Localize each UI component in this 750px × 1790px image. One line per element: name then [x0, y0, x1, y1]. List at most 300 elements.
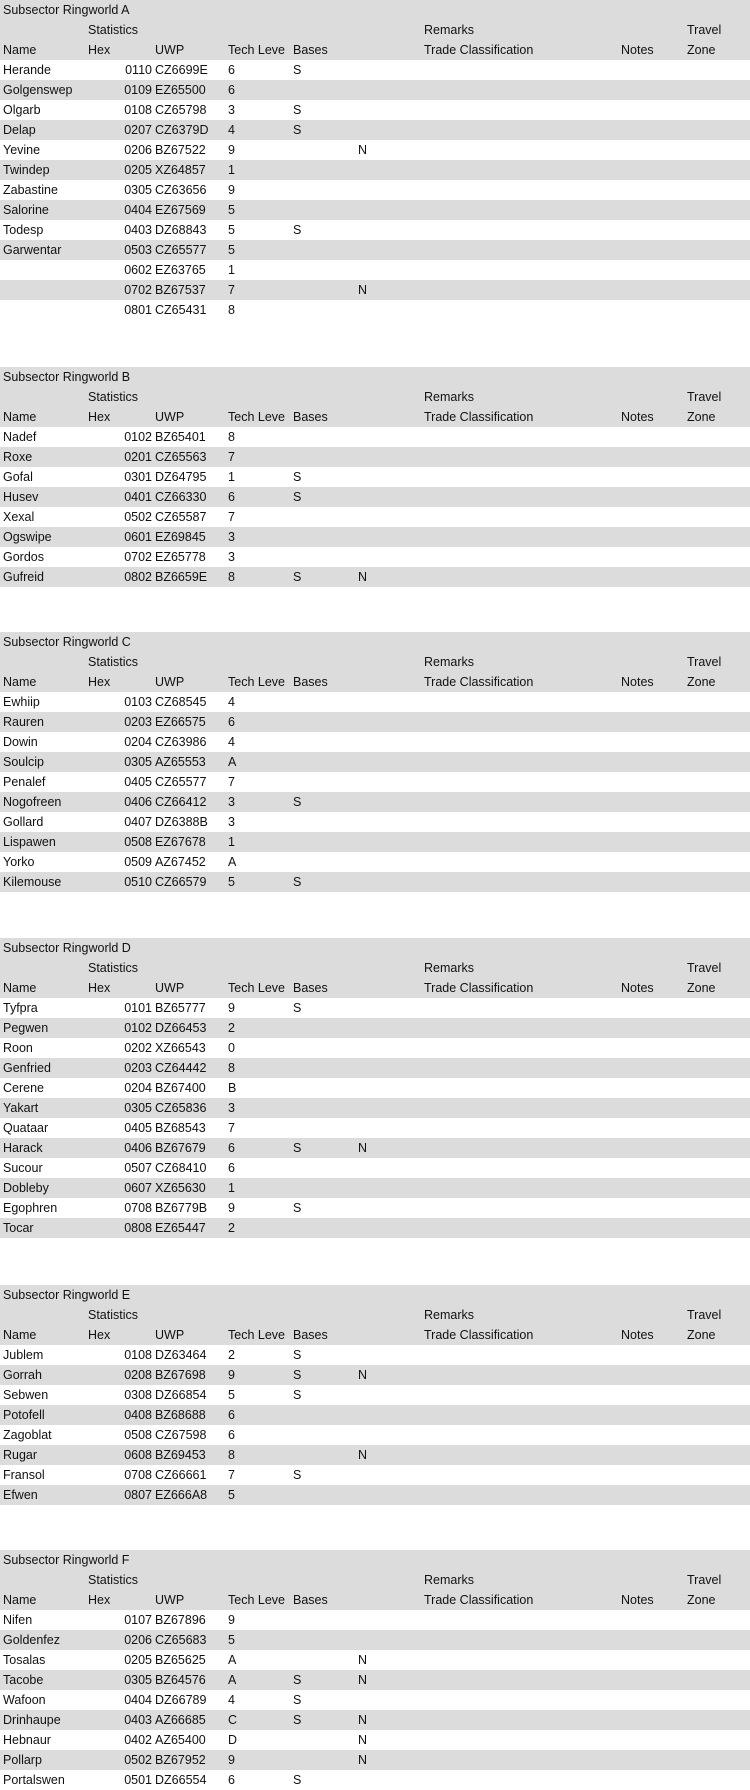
world-naval-base: N — [358, 1673, 368, 1687]
header-row-columns — [0, 1325, 750, 1345]
table-row — [0, 140, 750, 160]
world-tech-level: A — [228, 855, 237, 869]
table-row — [0, 1465, 750, 1485]
table-row — [0, 1610, 750, 1630]
world-name: Goldenfez — [3, 1633, 60, 1647]
world-hex: 0708 — [124, 1201, 152, 1215]
table-row — [0, 200, 750, 220]
world-tech-level: 3 — [228, 530, 235, 544]
world-uwp: BZ67896 — [155, 1613, 206, 1627]
world-name: Dobleby — [3, 1181, 49, 1195]
world-uwp: CZ66661 — [155, 1468, 207, 1482]
world-uwp: AZ67452 — [155, 855, 206, 869]
world-hex: 0403 — [124, 1713, 152, 1727]
world-uwp: BZ67400 — [155, 1081, 206, 1095]
world-tech-level: 4 — [228, 695, 235, 709]
table-row — [0, 1710, 750, 1730]
subsector-title-row — [0, 367, 750, 387]
world-uwp: AZ65553 — [155, 755, 206, 769]
statistics-header: Statistics — [88, 1308, 139, 1322]
world-tech-level: 5 — [228, 203, 235, 217]
world-hex: 0108 — [124, 103, 152, 117]
world-name: Roxe — [3, 450, 33, 464]
world-uwp: BZ68543 — [155, 1121, 206, 1135]
world-hex: 0808 — [124, 1221, 152, 1235]
subsector-title: Subsector Ringworld B — [3, 370, 131, 384]
table-row — [0, 732, 750, 752]
world-tech-level: 7 — [228, 510, 235, 524]
name-header: Name — [3, 675, 37, 689]
world-uwp: EZ67569 — [155, 203, 206, 217]
subsector-table-d — [0, 938, 750, 1238]
world-uwp: CZ66330 — [155, 490, 207, 504]
world-name: Husev — [3, 490, 39, 504]
world-tech-level: 4 — [228, 123, 235, 137]
world-name: Nadef — [3, 430, 37, 444]
world-tech-level: 2 — [228, 1021, 235, 1035]
world-tech-level: 6 — [228, 1408, 235, 1422]
table-row — [0, 1385, 750, 1405]
world-bases: S — [293, 1201, 302, 1215]
remarks-header: Remarks — [424, 961, 475, 975]
table-row — [0, 1158, 750, 1178]
header-row-top — [0, 1570, 750, 1590]
statistics-header: Statistics — [88, 23, 139, 37]
uwp-header: UWP — [155, 1328, 185, 1342]
remarks-header: Remarks — [424, 1308, 475, 1322]
subsector-title: Subsector Ringworld C — [3, 635, 131, 649]
world-hex: 0608 — [124, 1448, 152, 1462]
table-row — [0, 1218, 750, 1238]
tech-level-header: Tech Leve — [228, 410, 285, 424]
hex-header: Hex — [88, 981, 111, 995]
remarks-header: Remarks — [424, 655, 475, 669]
world-name: Wafoon — [3, 1693, 46, 1707]
world-name: Delap — [3, 123, 36, 137]
bases-header: Bases — [293, 410, 328, 424]
world-bases: S — [293, 223, 302, 237]
world-name: Yevine — [3, 143, 41, 157]
table-row — [0, 1730, 750, 1750]
header-row-top — [0, 387, 750, 407]
table-row — [0, 180, 750, 200]
world-hex: 0202 — [124, 1041, 152, 1055]
world-uwp: DZ64795 — [155, 470, 207, 484]
world-name: Nogofreen — [3, 795, 62, 809]
world-tech-level: A — [228, 755, 237, 769]
world-name: Rauren — [3, 715, 44, 729]
name-header: Name — [3, 981, 37, 995]
world-uwp: EZ65500 — [155, 83, 206, 97]
subsector-title-row — [0, 0, 750, 20]
hex-header: Hex — [88, 1328, 111, 1342]
world-tech-level: 2 — [228, 1348, 235, 1362]
uwp-header: UWP — [155, 675, 185, 689]
world-tech-level: D — [228, 1733, 238, 1747]
world-name: Nifen — [3, 1613, 33, 1627]
world-bases: S — [293, 1388, 302, 1402]
subsector-title: Subsector Ringworld D — [3, 941, 131, 955]
table-row — [0, 280, 750, 300]
world-hex: 0203 — [124, 1061, 152, 1075]
world-hex: 0207 — [124, 123, 152, 137]
world-name: Dowin — [3, 735, 38, 749]
statistics-header: Statistics — [88, 390, 139, 404]
table-row — [0, 712, 750, 732]
world-tech-level: 4 — [228, 735, 235, 749]
subsector-table-b — [0, 367, 750, 587]
table-row — [0, 547, 750, 567]
world-tech-level: 7 — [228, 1468, 235, 1482]
world-uwp: AZ66685 — [155, 1713, 206, 1727]
world-name: Salorine — [3, 203, 49, 217]
world-tech-level: B — [228, 1081, 237, 1095]
world-bases: S — [293, 1468, 302, 1482]
world-name: Todesp — [3, 223, 44, 237]
header-row-columns — [0, 672, 750, 692]
world-name: Drinhaupe — [3, 1713, 61, 1727]
world-name: Egophren — [3, 1201, 58, 1215]
remarks-header: Remarks — [424, 1573, 475, 1587]
world-name: Lispawen — [3, 835, 56, 849]
world-tech-level: 0 — [228, 1041, 235, 1055]
table-row — [0, 1038, 750, 1058]
world-uwp: DZ6388B — [155, 815, 208, 829]
world-uwp: EZ65778 — [155, 550, 206, 564]
world-hex: 0502 — [124, 510, 152, 524]
world-hex: 0602 — [124, 263, 152, 277]
world-uwp: AZ65400 — [155, 1733, 206, 1747]
world-uwp: BZ65401 — [155, 430, 206, 444]
bases-header: Bases — [293, 981, 328, 995]
table-row — [0, 487, 750, 507]
zone-header: Zone — [687, 410, 716, 424]
uwp-header: UWP — [155, 43, 185, 57]
trade-classification-header: Trade Classification — [424, 410, 534, 424]
world-hex: 0508 — [124, 1428, 152, 1442]
world-tech-level: 1 — [228, 163, 235, 177]
world-uwp: CZ65577 — [155, 243, 207, 257]
world-tech-level: 9 — [228, 183, 235, 197]
world-hex: 0208 — [124, 1368, 152, 1382]
world-uwp: BZ6779B — [155, 1201, 208, 1215]
world-naval-base: N — [358, 1653, 368, 1667]
world-uwp: BZ6659E — [155, 570, 208, 584]
world-bases: S — [293, 103, 302, 117]
table-row — [0, 1750, 750, 1770]
world-hex: 0406 — [124, 1141, 152, 1155]
world-hex: 0702 — [124, 550, 152, 564]
table-row — [0, 80, 750, 100]
world-uwp: BZ67698 — [155, 1368, 206, 1382]
header-row-columns — [0, 1590, 750, 1610]
world-uwp: CZ68410 — [155, 1161, 207, 1175]
world-name: Roon — [3, 1041, 33, 1055]
world-name: Portalswen — [3, 1773, 65, 1787]
world-hex: 0507 — [124, 1161, 152, 1175]
world-bases: S — [293, 1673, 302, 1687]
world-name: Hebnaur — [3, 1733, 51, 1747]
table-row — [0, 692, 750, 712]
world-bases: S — [293, 1773, 302, 1787]
table-row — [0, 1425, 750, 1445]
world-bases: S — [293, 1141, 302, 1155]
table-row — [0, 1405, 750, 1425]
table-row — [0, 1690, 750, 1710]
table-row — [0, 567, 750, 587]
world-tech-level: 9 — [228, 143, 235, 157]
world-hex: 0501 — [124, 1773, 152, 1787]
world-hex: 0404 — [124, 1693, 152, 1707]
world-uwp: CZ6379D — [155, 123, 209, 137]
remarks-header: Remarks — [424, 390, 475, 404]
table-row — [0, 1098, 750, 1118]
tech-level-header: Tech Leve — [228, 1328, 285, 1342]
world-name: Xexal — [3, 510, 35, 524]
travel-header: Travel — [687, 23, 722, 37]
world-uwp: CZ65798 — [155, 103, 207, 117]
zone-header: Zone — [687, 1593, 716, 1607]
world-hex: 0305 — [124, 1101, 152, 1115]
remarks-header: Remarks — [424, 23, 475, 37]
world-hex: 0402 — [124, 1733, 152, 1747]
world-hex: 0508 — [124, 835, 152, 849]
subsector-table-e — [0, 1285, 750, 1505]
table-row — [0, 160, 750, 180]
subsector-table-a — [0, 0, 750, 320]
world-bases: S — [293, 1368, 302, 1382]
table-row — [0, 60, 750, 80]
table-row — [0, 1078, 750, 1098]
travel-header: Travel — [687, 1573, 722, 1587]
world-uwp: CZ63656 — [155, 183, 207, 197]
world-uwp: XZ64857 — [155, 163, 206, 177]
world-naval-base: N — [358, 1733, 368, 1747]
table-row — [0, 447, 750, 467]
world-tech-level: 1 — [228, 835, 235, 849]
world-uwp: CZ68545 — [155, 695, 207, 709]
world-hex: 0205 — [124, 1653, 152, 1667]
world-hex: 0801 — [124, 303, 152, 317]
world-tech-level: 6 — [228, 1161, 235, 1175]
world-tech-level: 5 — [228, 1488, 235, 1502]
world-name: Sucour — [3, 1161, 43, 1175]
world-name: Soulcip — [3, 755, 44, 769]
world-name: Yorko — [3, 855, 35, 869]
world-tech-level: 9 — [228, 1001, 235, 1015]
world-hex: 0403 — [124, 223, 152, 237]
world-hex: 0101 — [124, 1001, 152, 1015]
world-hex: 0203 — [124, 715, 152, 729]
notes-header: Notes — [621, 981, 654, 995]
world-tech-level: 8 — [228, 303, 235, 317]
world-uwp: BZ68688 — [155, 1408, 206, 1422]
world-uwp: BZ67679 — [155, 1141, 206, 1155]
world-naval-base: N — [358, 143, 368, 157]
bases-header: Bases — [293, 1593, 328, 1607]
notes-header: Notes — [621, 410, 654, 424]
world-hex: 0502 — [124, 1753, 152, 1767]
world-uwp: CZ65577 — [155, 775, 207, 789]
world-tech-level: 6 — [228, 1773, 235, 1787]
world-uwp: BZ69453 — [155, 1448, 206, 1462]
world-uwp: CZ65587 — [155, 510, 207, 524]
world-hex: 0702 — [124, 283, 152, 297]
world-uwp: XZ65630 — [155, 1181, 206, 1195]
world-uwp: DZ63464 — [155, 1348, 207, 1362]
table-row — [0, 872, 750, 892]
world-uwp: DZ66789 — [155, 1693, 207, 1707]
world-hex: 0206 — [124, 1633, 152, 1647]
bases-header: Bases — [293, 1328, 328, 1342]
table-row — [0, 1770, 750, 1790]
world-bases: S — [293, 63, 302, 77]
subsector-title-row — [0, 1285, 750, 1305]
notes-header: Notes — [621, 43, 654, 57]
tech-level-header: Tech Leve — [228, 43, 285, 57]
world-name: Harack — [3, 1141, 43, 1155]
zone-header: Zone — [687, 1328, 716, 1342]
world-tech-level: 7 — [228, 283, 235, 297]
table-row — [0, 752, 750, 772]
hex-header: Hex — [88, 1593, 111, 1607]
notes-header: Notes — [621, 1593, 654, 1607]
world-uwp: EZ65447 — [155, 1221, 206, 1235]
trade-classification-header: Trade Classification — [424, 675, 534, 689]
world-tech-level: 5 — [228, 875, 235, 889]
world-hex: 0109 — [124, 83, 152, 97]
header-row-top — [0, 958, 750, 978]
world-tech-level: 1 — [228, 263, 235, 277]
world-name: Ewhiip — [3, 695, 40, 709]
subsector-title-row — [0, 938, 750, 958]
world-naval-base: N — [358, 1141, 368, 1155]
world-hex: 0102 — [124, 1021, 152, 1035]
table-row — [0, 100, 750, 120]
world-name: Zagoblat — [3, 1428, 52, 1442]
table-row — [0, 260, 750, 280]
uwp-header: UWP — [155, 981, 185, 995]
table-row — [0, 1630, 750, 1650]
world-name: Tyfpra — [3, 1001, 38, 1015]
world-uwp: CZ65563 — [155, 450, 207, 464]
trade-classification-header: Trade Classification — [424, 981, 534, 995]
tech-level-header: Tech Leve — [228, 675, 285, 689]
subsector-title: Subsector Ringworld F — [3, 1553, 130, 1567]
world-name: Gufreid — [3, 570, 44, 584]
world-hex: 0305 — [124, 183, 152, 197]
header-row-top — [0, 652, 750, 672]
world-hex: 0301 — [124, 470, 152, 484]
world-bases: S — [293, 1348, 302, 1362]
world-uwp: CZ65683 — [155, 1633, 207, 1647]
zone-header: Zone — [687, 43, 716, 57]
table-row — [0, 507, 750, 527]
table-row — [0, 1118, 750, 1138]
table-row — [0, 427, 750, 447]
subsector-title-row — [0, 632, 750, 652]
world-tech-level: C — [228, 1713, 238, 1727]
world-hex: 0305 — [124, 1673, 152, 1687]
world-hex: 0205 — [124, 163, 152, 177]
world-tech-level: 9 — [228, 1368, 235, 1382]
header-row-top — [0, 1305, 750, 1325]
header-row-columns — [0, 407, 750, 427]
world-name: Pollarp — [3, 1753, 42, 1767]
world-hex: 0401 — [124, 490, 152, 504]
world-tech-level: 8 — [228, 1061, 235, 1075]
world-hex: 0204 — [124, 735, 152, 749]
world-hex: 0308 — [124, 1388, 152, 1402]
travel-header: Travel — [687, 1308, 722, 1322]
world-uwp: DZ66554 — [155, 1773, 207, 1787]
world-uwp: EZ69845 — [155, 530, 206, 544]
name-header: Name — [3, 410, 37, 424]
world-tech-level: 3 — [228, 550, 235, 564]
hex-header: Hex — [88, 43, 111, 57]
world-hex: 0305 — [124, 755, 152, 769]
world-tech-level: A — [228, 1653, 237, 1667]
table-row — [0, 1138, 750, 1158]
world-tech-level: 9 — [228, 1753, 235, 1767]
header-row-columns — [0, 40, 750, 60]
table-row — [0, 467, 750, 487]
world-uwp: EZ63765 — [155, 263, 206, 277]
table-row — [0, 1485, 750, 1505]
world-name: Twindep — [3, 163, 50, 177]
table-row — [0, 1058, 750, 1078]
statistics-header: Statistics — [88, 1573, 139, 1587]
world-tech-level: 5 — [228, 1633, 235, 1647]
travel-header: Travel — [687, 390, 722, 404]
world-uwp: CZ6699E — [155, 63, 208, 77]
table-row — [0, 220, 750, 240]
world-hex: 0708 — [124, 1468, 152, 1482]
name-header: Name — [3, 1593, 37, 1607]
world-uwp: BZ67522 — [155, 143, 206, 157]
table-row — [0, 1670, 750, 1690]
table-row — [0, 240, 750, 260]
table-row — [0, 852, 750, 872]
table-row — [0, 832, 750, 852]
world-tech-level: 3 — [228, 795, 235, 809]
hex-header: Hex — [88, 675, 111, 689]
world-tech-level: 3 — [228, 815, 235, 829]
header-row-columns — [0, 978, 750, 998]
world-name: Gordos — [3, 550, 44, 564]
world-tech-level: 6 — [228, 1428, 235, 1442]
world-naval-base: N — [358, 1713, 368, 1727]
world-hex: 0103 — [124, 695, 152, 709]
world-tech-level: 6 — [228, 1141, 235, 1155]
world-hex: 0204 — [124, 1081, 152, 1095]
bases-header: Bases — [293, 43, 328, 57]
world-name: Fransol — [3, 1468, 45, 1482]
world-bases: S — [293, 795, 302, 809]
notes-header: Notes — [621, 675, 654, 689]
world-hex: 0607 — [124, 1181, 152, 1195]
world-hex: 0807 — [124, 1488, 152, 1502]
world-uwp: BZ67952 — [155, 1753, 206, 1767]
world-hex: 0503 — [124, 243, 152, 257]
world-tech-level: 6 — [228, 63, 235, 77]
world-bases: S — [293, 875, 302, 889]
world-name: Olgarb — [3, 103, 41, 117]
header-row-top — [0, 20, 750, 40]
bases-header: Bases — [293, 675, 328, 689]
world-uwp: BZ65625 — [155, 1653, 206, 1667]
world-name: Garwentar — [3, 243, 62, 257]
